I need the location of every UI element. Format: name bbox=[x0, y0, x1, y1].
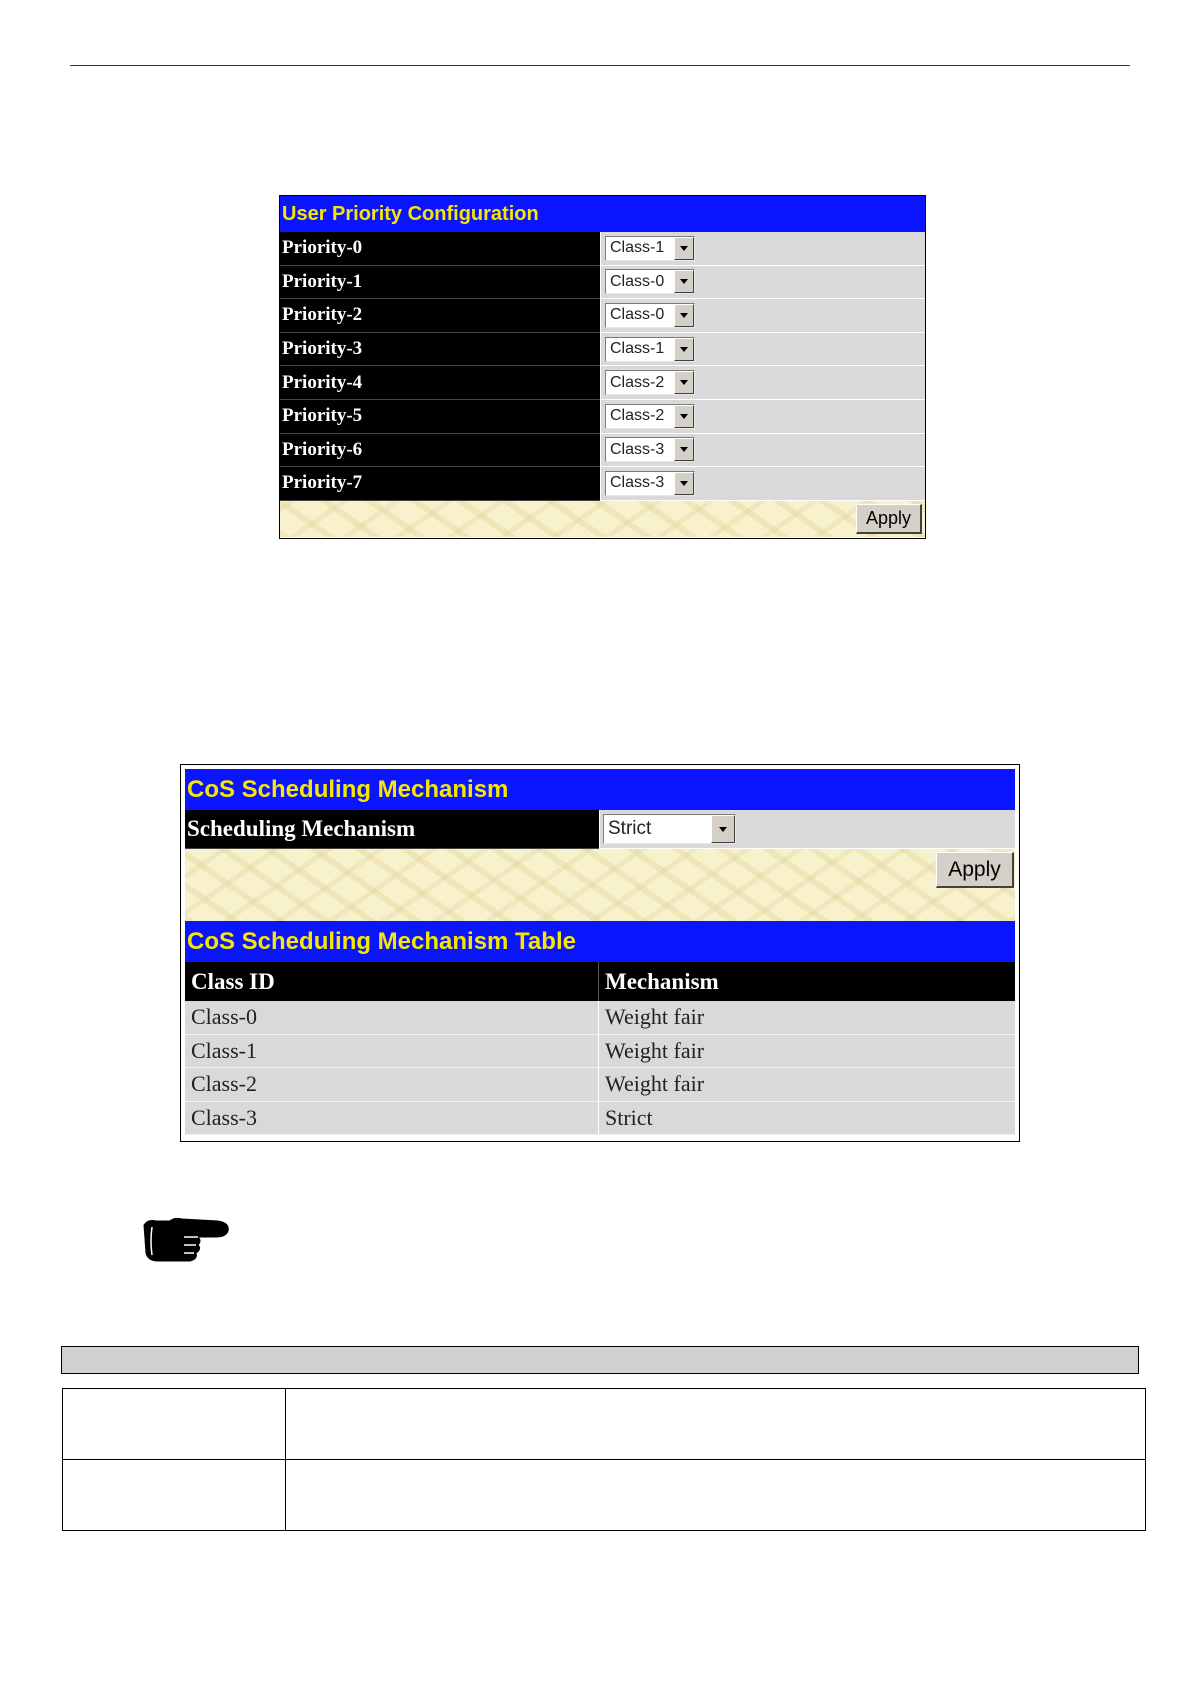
class-select-value: Class-0 bbox=[610, 306, 665, 324]
scheduling-mechanism-row bbox=[185, 810, 1015, 849]
table-row bbox=[185, 1102, 1015, 1136]
class-select[interactable] bbox=[605, 437, 695, 462]
user-priority-panel bbox=[279, 195, 926, 539]
cos-title: CoS Scheduling Mechanism bbox=[185, 769, 1015, 810]
class-select-value: Class-0 bbox=[610, 272, 665, 290]
priority-row-5 bbox=[280, 400, 925, 434]
priority-rows bbox=[280, 232, 925, 501]
class-select-value: Class-3 bbox=[610, 474, 665, 492]
class-select[interactable] bbox=[605, 471, 695, 496]
scheduling-mechanism-label: Scheduling Mechanism bbox=[185, 810, 599, 849]
priority-value-cell bbox=[600, 333, 925, 367]
scheduling-mechanism-cell bbox=[599, 810, 1015, 849]
mechanism-cell: Strict bbox=[599, 1102, 1015, 1136]
cos-apply-zone bbox=[185, 849, 1015, 921]
description-table bbox=[62, 1388, 1146, 1531]
chevron-down-icon[interactable] bbox=[674, 304, 694, 327]
table-row bbox=[185, 1035, 1015, 1069]
priority-label: Priority-0 bbox=[280, 232, 600, 266]
chevron-down-icon[interactable] bbox=[674, 405, 694, 428]
priority-row-0 bbox=[280, 232, 925, 266]
chevron-down-icon[interactable] bbox=[674, 237, 694, 260]
parameter-cell bbox=[63, 1460, 286, 1531]
class-select[interactable] bbox=[605, 236, 695, 261]
priority-row-7 bbox=[280, 467, 925, 501]
class-id-cell: Class-1 bbox=[185, 1035, 599, 1069]
priority-row-4 bbox=[280, 366, 925, 400]
class-id-cell: Class-2 bbox=[185, 1068, 599, 1102]
priority-label: Priority-3 bbox=[280, 333, 600, 367]
description-cell bbox=[286, 1389, 1146, 1460]
table-row bbox=[185, 1001, 1015, 1035]
priority-label: Priority-4 bbox=[280, 366, 600, 400]
class-id-cell: Class-3 bbox=[185, 1102, 599, 1136]
pointing-hand-icon bbox=[140, 1215, 232, 1265]
cos-panel bbox=[180, 764, 1020, 1142]
priority-label: Priority-2 bbox=[280, 299, 600, 333]
class-select[interactable] bbox=[605, 370, 695, 395]
priority-value-cell bbox=[600, 467, 925, 501]
description-table-header bbox=[61, 1346, 1139, 1374]
class-select-value: Class-3 bbox=[610, 440, 665, 458]
priority-row-3 bbox=[280, 333, 925, 367]
user-priority-title: User Priority Configuration bbox=[280, 196, 925, 232]
priority-value-cell bbox=[600, 400, 925, 434]
priority-value-cell bbox=[600, 299, 925, 333]
apply-button[interactable]: Apply bbox=[936, 852, 1014, 888]
table-row bbox=[63, 1389, 1146, 1460]
table-row bbox=[63, 1460, 1146, 1531]
priority-value-cell bbox=[600, 232, 925, 266]
class-select-value: Class-1 bbox=[610, 340, 665, 358]
class-select-value: Class-1 bbox=[610, 239, 665, 257]
column-header-class-id: Class ID bbox=[185, 962, 599, 1001]
chevron-down-icon[interactable] bbox=[674, 270, 694, 293]
mechanism-cell: Weight fair bbox=[599, 1001, 1015, 1035]
chevron-down-icon[interactable] bbox=[674, 438, 694, 461]
priority-row-1 bbox=[280, 266, 925, 300]
priority-label: Priority-7 bbox=[280, 467, 600, 501]
class-select[interactable] bbox=[605, 269, 695, 294]
class-select[interactable] bbox=[605, 404, 695, 429]
chevron-down-icon[interactable] bbox=[674, 338, 694, 361]
cos-table-header bbox=[185, 962, 1015, 1001]
mechanism-cell: Weight fair bbox=[599, 1035, 1015, 1069]
column-header-mechanism: Mechanism bbox=[599, 962, 1015, 1001]
priority-label: Priority-5 bbox=[280, 400, 600, 434]
class-id-cell: Class-0 bbox=[185, 1001, 599, 1035]
priority-value-cell bbox=[600, 434, 925, 468]
class-select-value: Class-2 bbox=[610, 407, 665, 425]
header-rule bbox=[70, 65, 1130, 66]
user-priority-apply-zone bbox=[280, 501, 925, 537]
chevron-down-icon[interactable] bbox=[674, 472, 694, 495]
chevron-down-icon[interactable] bbox=[711, 815, 735, 843]
scheduling-mechanism-select[interactable] bbox=[603, 814, 736, 844]
table-row bbox=[185, 1068, 1015, 1102]
priority-label: Priority-1 bbox=[280, 266, 600, 300]
priority-row-2 bbox=[280, 299, 925, 333]
priority-value-cell bbox=[600, 366, 925, 400]
parameter-cell bbox=[63, 1389, 286, 1460]
apply-button[interactable]: Apply bbox=[856, 504, 922, 534]
class-select[interactable] bbox=[605, 303, 695, 328]
mechanism-cell: Weight fair bbox=[599, 1068, 1015, 1102]
priority-label: Priority-6 bbox=[280, 434, 600, 468]
class-select-value: Class-2 bbox=[610, 373, 665, 391]
description-cell bbox=[286, 1460, 1146, 1531]
priority-value-cell bbox=[600, 266, 925, 300]
priority-row-6 bbox=[280, 434, 925, 468]
scheduling-mechanism-value: Strict bbox=[608, 818, 652, 839]
chevron-down-icon[interactable] bbox=[674, 371, 694, 394]
cos-table-title: CoS Scheduling Mechanism Table bbox=[185, 921, 1015, 962]
class-select[interactable] bbox=[605, 337, 695, 362]
